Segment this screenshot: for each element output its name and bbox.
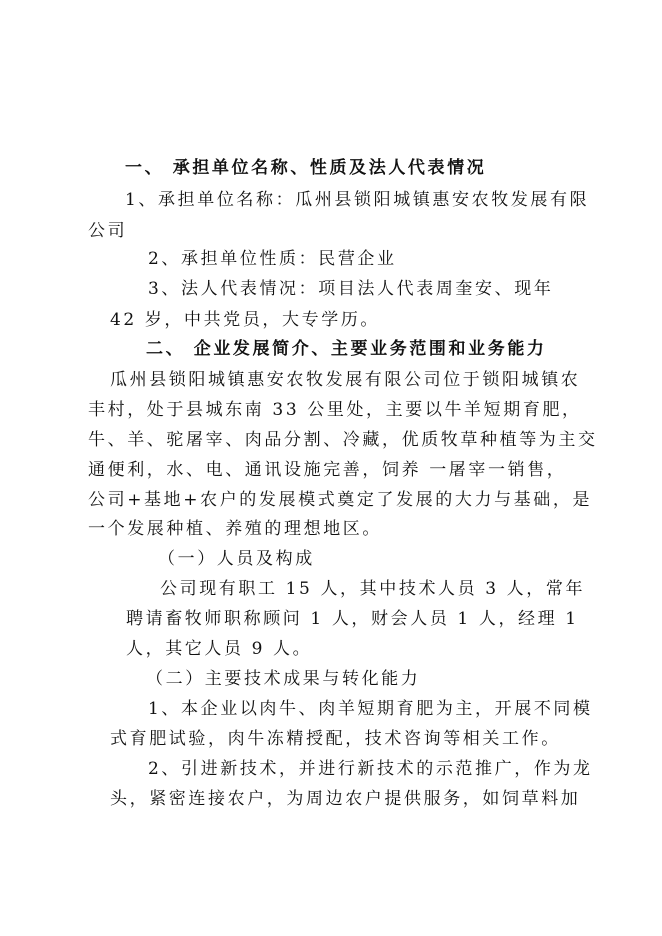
- subsection1-line: 人，其它人员 9 人。: [126, 639, 313, 659]
- subsection1-line: 公司现有职工 15 人，其中技术人员 3 人，常年: [160, 579, 586, 599]
- intro-line: 丰村，处于县城东南 33 公里处，主要以牛羊短期育肥，: [88, 400, 582, 420]
- subsection2-line: 1、本企业以肉牛、肉羊短期育肥为主，开展不同模: [148, 699, 593, 719]
- item3-line2: 42 岁，中共党员，大专学历。: [110, 310, 381, 330]
- intro-line: 瓜州县锁阳城镇惠安农牧发展有限公司位于锁阳城镇农: [110, 370, 581, 390]
- item2: 2、承担单位性质：民营企业: [148, 249, 397, 269]
- intro-line: 通便利，水、电、通讯设施完善，饲养 一屠宰一销售，: [88, 460, 567, 480]
- section1-heading: 一、 承担单位名称、性质及法人代表情况: [125, 158, 487, 178]
- subsection2-line: 式育肥试验，肉牛冻精授配，技术咨询等相关工作。: [110, 729, 561, 749]
- intro-line: 公司+基地+农户的发展模式奠定了发展的大力与基础，是: [88, 490, 593, 510]
- subsection2-line: 头，紧密连接农户，为周边农户提供服务，如饲草料加: [110, 789, 581, 809]
- subsection1-title: （一）人员及构成: [158, 549, 315, 569]
- section2-heading: 二、 企业发展简介、主要业务范围和业务能力: [146, 339, 547, 359]
- intro-line: 牛、羊、驼屠宰、肉品分割、冷藏，优质牧草种植等为主交: [88, 430, 598, 450]
- subsection2-line: 2、引进新技术，并进行新技术的示范推广，作为龙: [148, 759, 593, 779]
- item3-line1: 3、法人代表情况：项目法人代表周奎安、现年: [148, 279, 554, 299]
- item1-line1: 1、承担单位名称：瓜州县锁阳城镇惠安农牧发展有限: [125, 190, 590, 210]
- subsection1-line: 聘请畜牧师职称顾问 1 人，财会人员 1 人，经理 1: [126, 609, 579, 629]
- subsection2-title: （二）主要技术成果与转化能力: [146, 669, 421, 689]
- intro-line: 一个发展种植、养殖的理想地区。: [88, 519, 382, 539]
- item1-line2: 公司: [88, 221, 128, 241]
